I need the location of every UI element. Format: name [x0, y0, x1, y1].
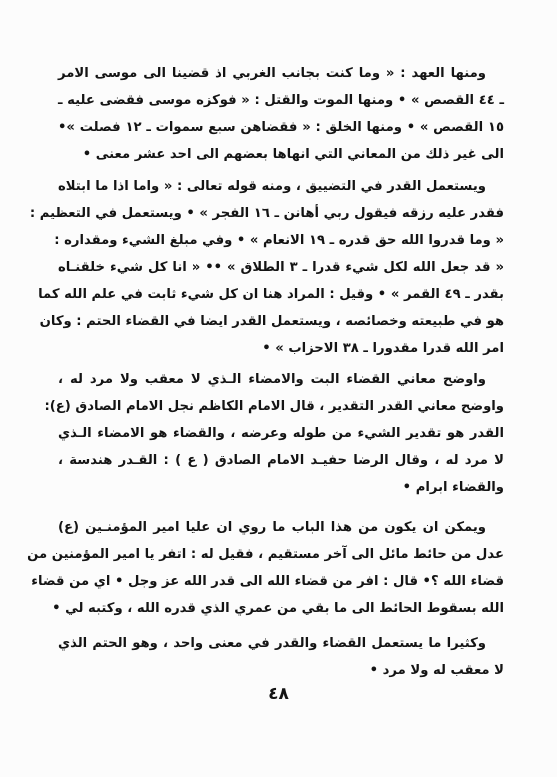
- paragraph-1: [58, 60, 504, 168]
- text-line: ومنها العهد : « وما كنت بجانب الغربي اذ قضينا الى موسى الامر: [58, 66, 486, 81]
- text-line: واوضح معاني القضاء البت والامضاء الـذي لا معقب ولا مرد له ،: [58, 372, 486, 387]
- text-line: الله بسقوط الحائط الى ما بقي من عمري الذي قدره الله ، وكتبه لي •: [52, 601, 504, 616]
- text-line: « قد جعل الله لكل شيء قدرا ـ ٣ الطلاق » •• « انا كل شيء خلقنـاه: [58, 260, 504, 275]
- text-line: هو في طبيعته وخصائصه ، ويستعمل القدر ايضا في القضاء الحتم : وكان: [39, 314, 504, 329]
- text-line: فقدر عليه رزقه فيقول ربي أهانن ـ ١٦ الفجر » • ويستعمل في التعظيم :: [29, 206, 504, 221]
- text-line: واوضح معاني القدر التقدير ، قال الامام الكاظم نجل الامام الصادق (ع):: [44, 399, 504, 414]
- paragraph-3: [44, 366, 504, 501]
- text-line: ـ ٤٤ القصص » • ومنها الموت والقتل : « فوكزه موسى فقضى عليه ـ: [58, 93, 504, 108]
- text-line: لا مرد له ، وقال الرضا حفيـد الامام الصادق ( ع ) : القـدر هندسة ،: [58, 453, 504, 468]
- text-line: ويستعمل القدر في التضييق ، ومنه قوله تعالى : « واما اذا ما ابتلاه: [58, 179, 486, 194]
- text-line: ويمكن ان يكون من هذا الباب ما روي ان عليا امير المؤمنـين (ع): [58, 520, 486, 535]
- text-line: بقدر ـ ٤٩ القمر » • وقيل : المراد هنا ان كل شيء ثابت في علم الله كما: [38, 287, 504, 302]
- paragraph-4: [27, 514, 504, 622]
- text-line: الى غير ذلك من المعاني التي انهاها بعضهم الى احد عشر معنى •: [82, 147, 504, 162]
- paragraph-2: [29, 173, 504, 362]
- page-number: ٤٨: [268, 684, 289, 704]
- text-line: ١٥ القصص » • ومنها الخلق : « فقضاهن سبع سموات ـ ١٢ فصلت »•: [58, 120, 504, 135]
- text-line: والقضاء ابرام •: [402, 480, 504, 495]
- text-line: وكثيرا ما يستعمل القضاء والقدر في معنى واحد ، وهو الحتم الذي: [58, 636, 486, 651]
- text-line: قضاء الله ؟• قال : افر من قضاء الله الى قدر الله عز وجل • اي من قضاء: [31, 574, 504, 589]
- text-line: « وما قدروا الله حق قدره ـ ١٩ الانعام » • وفي مبلغ الشيء ومقداره :: [54, 233, 504, 248]
- text-line: القدر هو تقدير الشيء من طوله وعرضه ، والقضاء هو الامضاء الـذي: [58, 426, 504, 441]
- text-line: لا معقب له ولا مرد •: [369, 663, 504, 678]
- paragraph-5: [58, 630, 504, 684]
- text-line: عدل من حائط مائل الى آخر مستقيم ، فقيل له : اتفر يا امير المؤمنين من: [27, 547, 504, 562]
- text-line: امر الله قدرا مقدورا ـ ٣٨ الاحزاب » •: [262, 341, 504, 356]
